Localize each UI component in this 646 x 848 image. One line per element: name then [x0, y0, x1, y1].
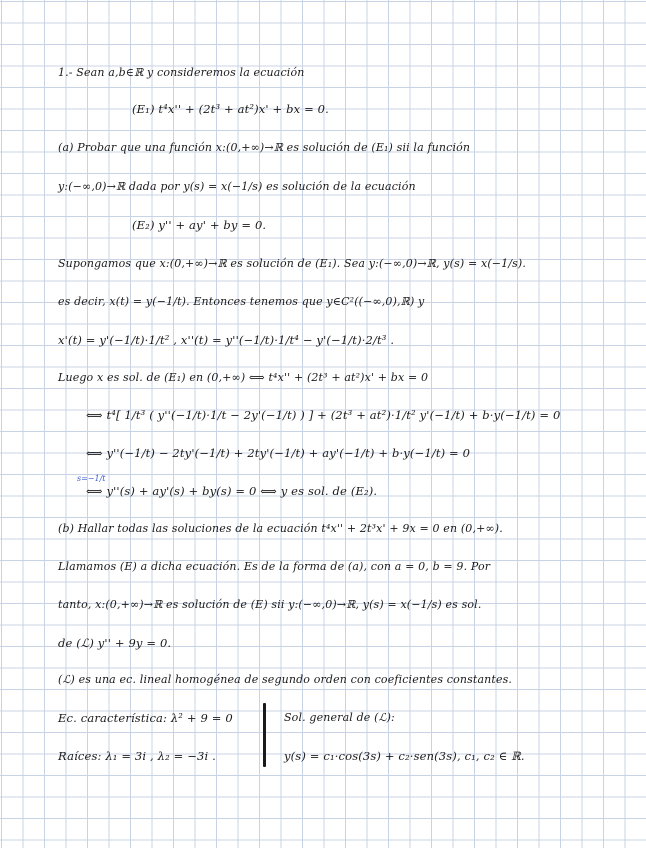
part-a-statement-cont: y:(−∞,0)→ℝ dada por y(s) = x(−1/s) es solución de la ecuación [58, 180, 416, 193]
margin-note: s=−1/t [77, 474, 106, 483]
column-divider [263, 703, 266, 767]
proof-line-1: Supongamos que x:(0,+∞)→ℝ es solución de (E₁). Sea y:(−∞,0)→ℝ, y(s) = x(−1/s). [58, 257, 527, 270]
part-b-line-3: de (ℒ) y'' + 9y = 0. [58, 636, 172, 650]
part-a-statement: (a) Probar que una función x:(0,+∞)→ℝ es solución de (E₁) sii la función [58, 141, 471, 154]
conclusion-line: ⟺ y''(s) + ay'(s) + by(s) = 0 ⟺ y es sol. de (E₂). [86, 484, 378, 498]
equation-e1: (E₁) t⁴x'' + (2t³ + at²)x' + bx = 0. [132, 102, 329, 116]
substitution-line: ⟺ t⁴[ 1/t³ ( y''(−1/t)·1/t − 2y'(−1/t) ) ] + (2t³ + at²)·1/t² y'(−1/t) + b·y(−1/t) = 0 [86, 408, 561, 422]
problem-statement: 1.- Sean a,b∈ℝ y consideremos la ecuación [58, 66, 305, 79]
general-solution-label: Sol. general de (ℒ): [284, 711, 395, 724]
part-b-statement: (b) Hallar todas las soluciones de la ecuación t⁴x'' + 2t³x' + 9x = 0 en (0,+∞). [58, 522, 503, 535]
part-b-line-2: tanto, x:(0,+∞)→ℝ es solución de (E) sii y:(−∞,0)→ℝ, y(s) = x(−1/s) es sol. [58, 598, 482, 611]
general-solution: y(s) = c₁·cos(3s) + c₂·sen(3s), c₁, c₂ ∈ ℝ. [284, 749, 525, 763]
part-b-line-1: Llamamos (E) a dicha ecuación. Es de la forma de (a), con a = 0, b = 9. Por [58, 560, 491, 573]
simplified-line: ⟺ y''(−1/t) − 2ty'(−1/t) + 2ty'(−1/t) + ay'(−1/t) + b·y(−1/t) = 0 [86, 446, 471, 460]
equation-e2: (E₂) y'' + ay' + by = 0. [132, 218, 267, 232]
characteristic-equation: Ec. característica: λ² + 9 = 0 [58, 711, 233, 725]
part-b-line-4: (ℒ) es una ec. lineal homogénea de segundo orden con coeficientes constantes. [58, 673, 513, 686]
derivatives-line: x'(t) = y'(−1/t)·1/t² , x''(t) = y''(−1/t)·1/t⁴ − y'(−1/t)·2/t³ . [58, 333, 395, 347]
proof-line-3: Luego x es sol. de (E₁) en (0,+∞) ⟺ t⁴x'' + (2t³ + at²)x' + bx = 0 [58, 371, 429, 384]
proof-line-2: es decir, x(t) = y(−1/t). Entonces tenemos que y∈C²((−∞,0),ℝ) y [58, 295, 425, 308]
roots-line: Raíces: λ₁ = 3i , λ₂ = −3i . [58, 749, 216, 763]
